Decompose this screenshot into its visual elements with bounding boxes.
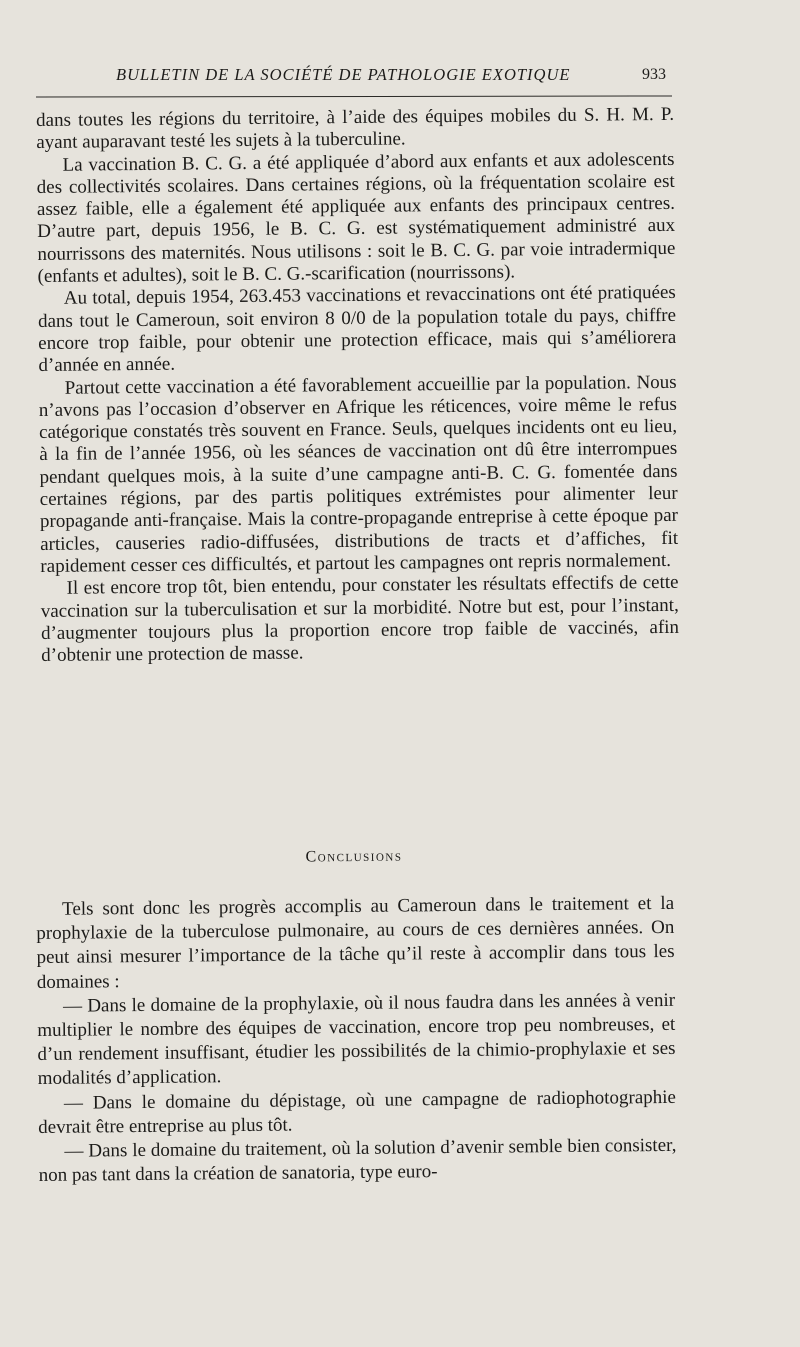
page-number: 933 [642,66,666,83]
paragraph: La vaccination B. C. G. a été appliquée d’abord aux enfants et aux adolescents des collectivités scolaires. Dans certaines régions, où la fréquentation scolaire est assez faible, elle a également été appliquée aux enfants des principaux centres. D’autre part, depuis 1956, le B. C. G. est systématiquement administré aux nourrissons des maternités. Nous utilisons : soit le B. C. G. par voie intradermique (enfants et adultes), soit le B. C. G.-scarification (nourrissons). [36,148,676,288]
page-header [36,62,672,88]
paragraph: Tels sont donc les progrès accomplis au Cameroun dans le traitement et la prophylaxie de la tuberculose pulmonaire, au cours de ces dernières années. On peut ainsi mesurer l’importance de la tâche qu’il reste à accomplir dans tous les domaines : [36,892,675,993]
section-heading-conclusions: Conclusions [305,847,403,866]
list-item: — Dans le domaine du traitement, où la solution d’avenir semble bien consister, non pas tant dans la création de sanatoria, type euro- [38,1134,677,1187]
list-item: — Dans le domaine de la prophylaxie, où il nous faudra dans les années à venir multiplier le nombre des équipes de vaccination, encore trop peu nombreuses, et d’un rendement insuffisant, étudier les possibilités de la chimio-prophylaxie et ses modalités d’application. [37,989,676,1090]
paragraph: Il est encore trop tôt, bien entendu, pour constater les résultats effectifs de cette vaccination sur la tuberculisation et sur la morbidité. Notre but est, pour l’instant, d’augmenter toujours plus la proportion encore trop faible de vaccinés, afin d’obtenir une protection de masse. [40,572,680,667]
running-title: BULLETIN DE LA SOCIÉTÉ DE PATHOLOGIE EXOTIQUE [116,65,571,84]
header-rule [36,95,672,97]
article-body [36,104,679,668]
paragraph: dans toutes les régions du territoire, à l’aide des équipes mobiles du S. H. M. P. ayant auparavant testé les sujets à la tuberculine. [36,103,675,154]
list-item: — Dans le domaine du dépistage, où une campagne de radiophotographie devrait être entreprise au plus tôt. [38,1086,677,1138]
paragraph: Au total, depuis 1954, 263.453 vaccinations et revaccinations ont été pratiquées dans tout le Cameroun, soit environ 8 0/0 de la population totale du pays, chiffre encore trop faible, pour obtenir une protection efficace, mais qui s’améliorera d’année en année. [37,282,677,377]
conclusions-body [36,892,677,1189]
paragraph: Partout cette vaccination a été favorablement accueillie par la population. Nous n’avons pas l’occasion d’observer en Afrique les réticences, voire même le refus catégorique constatés très souvent en France. Seuls, quelques incidents ont eu lieu, à la fin de l’année 1956, où les séances de vaccination ont dû être interrompues pendant quelques mois, à la suite d’une campagne anti-B. C. G. fomentée dans certaines régions, par des partis politiques extrémistes pour alimenter leur propagande anti-française. Mais la contre-propagande entreprise à cette époque par articles, causeries radio-diffusées, distributions de tracts et d’affiches, fit rapidement cesser ces difficultés, et partout les campagnes ont repris normalement. [38,371,679,577]
